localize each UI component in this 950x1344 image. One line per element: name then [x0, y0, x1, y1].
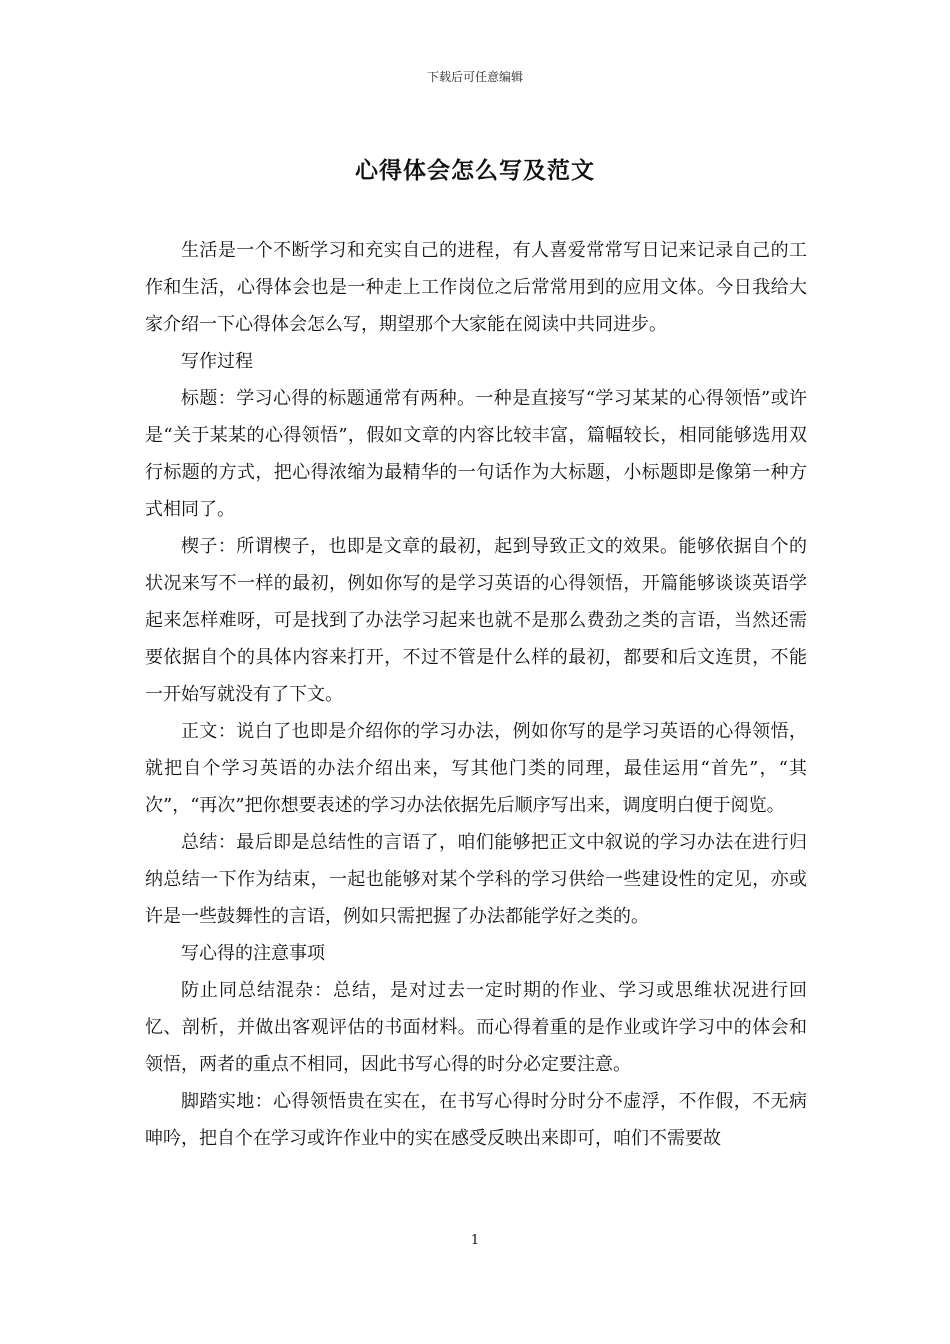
paragraph-avoid-confusion: 防止同总结混杂：总结，是对过去一定时期的作业、学习或思维状况进行回忆、剖析，并做出客观评估的书面材料。而心得着重的是作业或许学习中的体会和领悟，两者的重点不相同，因此书写心得的时分必定要注意。 [145, 980, 807, 1075]
page-header: 下载后可任意编辑 [426, 70, 523, 84]
paragraph-title: 标题：学习心得的标题通常有两种。一种是直接写“学习某某的心得领悟”或许是“关于某某的心得领悟”，假如文章的内容比较丰富，篇幅较长，相同能够选用双行标题的方式，把心得浓缩为最精华的一句话作为大标题，小标题即是像第一种方式相同了。 [145, 388, 807, 520]
paragraph-opening: 楔子：所谓楔子，也即是文章的最初，起到导致正文的效果。能够依据自个的状况来写不一样的最初，例如你写的是学习英语的心得领悟，开篇能够谈谈英语学起来怎样难呀，可是找到了办法学习起来也就不是那么费劲之类的言语，当然还需要依据自个的具体内容来打开，不过不管是什么样的最初，都要和后文连贯，不能一开始写就没有了下文。 [145, 536, 807, 705]
paragraph-intro: 生活是一个不断学习和充实自己的进程，有人喜爱常常写日记来记录自己的工作和生活，心得体会也是一种走上工作岗位之后常常用到的应用文体。今日我给大家介绍一下心得体会怎么写，期望那个大家能在阅读中共同进步。 [145, 240, 807, 335]
paragraph-down-to-earth: 脚踏实地：心得领悟贵在实在，在书写心得时分时分不虚浮，不作假，不无病呻吟，把自个在学习或许作业中的实在感受反映出来即可，咱们不需要故 [145, 1091, 807, 1149]
page-number: 1 [470, 1233, 480, 1248]
document-title: 心得体会怎么写及范文 [355, 157, 595, 184]
document-body [145, 232, 807, 1157]
section-heading-writing-process: 写作过程 [181, 351, 253, 372]
paragraph-main-body: 正文：说白了也即是介绍你的学习办法，例如你写的是学习英语的心得领悟，就把自个学习英语的办法介绍出来，写其他门类的同理，最佳运用“首先”，“其次”，“再次”把你想要表述的学习办法依据先后顺序写出来，调度明白便于阅览。 [145, 721, 807, 816]
paragraph-summary: 总结：最后即是总结性的言语了，咱们能够把正文中叙说的学习办法在进行归纳总结一下作为结束，一起也能够对某个学科的学习供给一些建设性的定见，亦或许是一些鼓舞性的言语，例如只需把握了办法都能学好之类的。 [145, 832, 807, 927]
section-heading-notes: 写心得的注意事项 [181, 943, 325, 964]
